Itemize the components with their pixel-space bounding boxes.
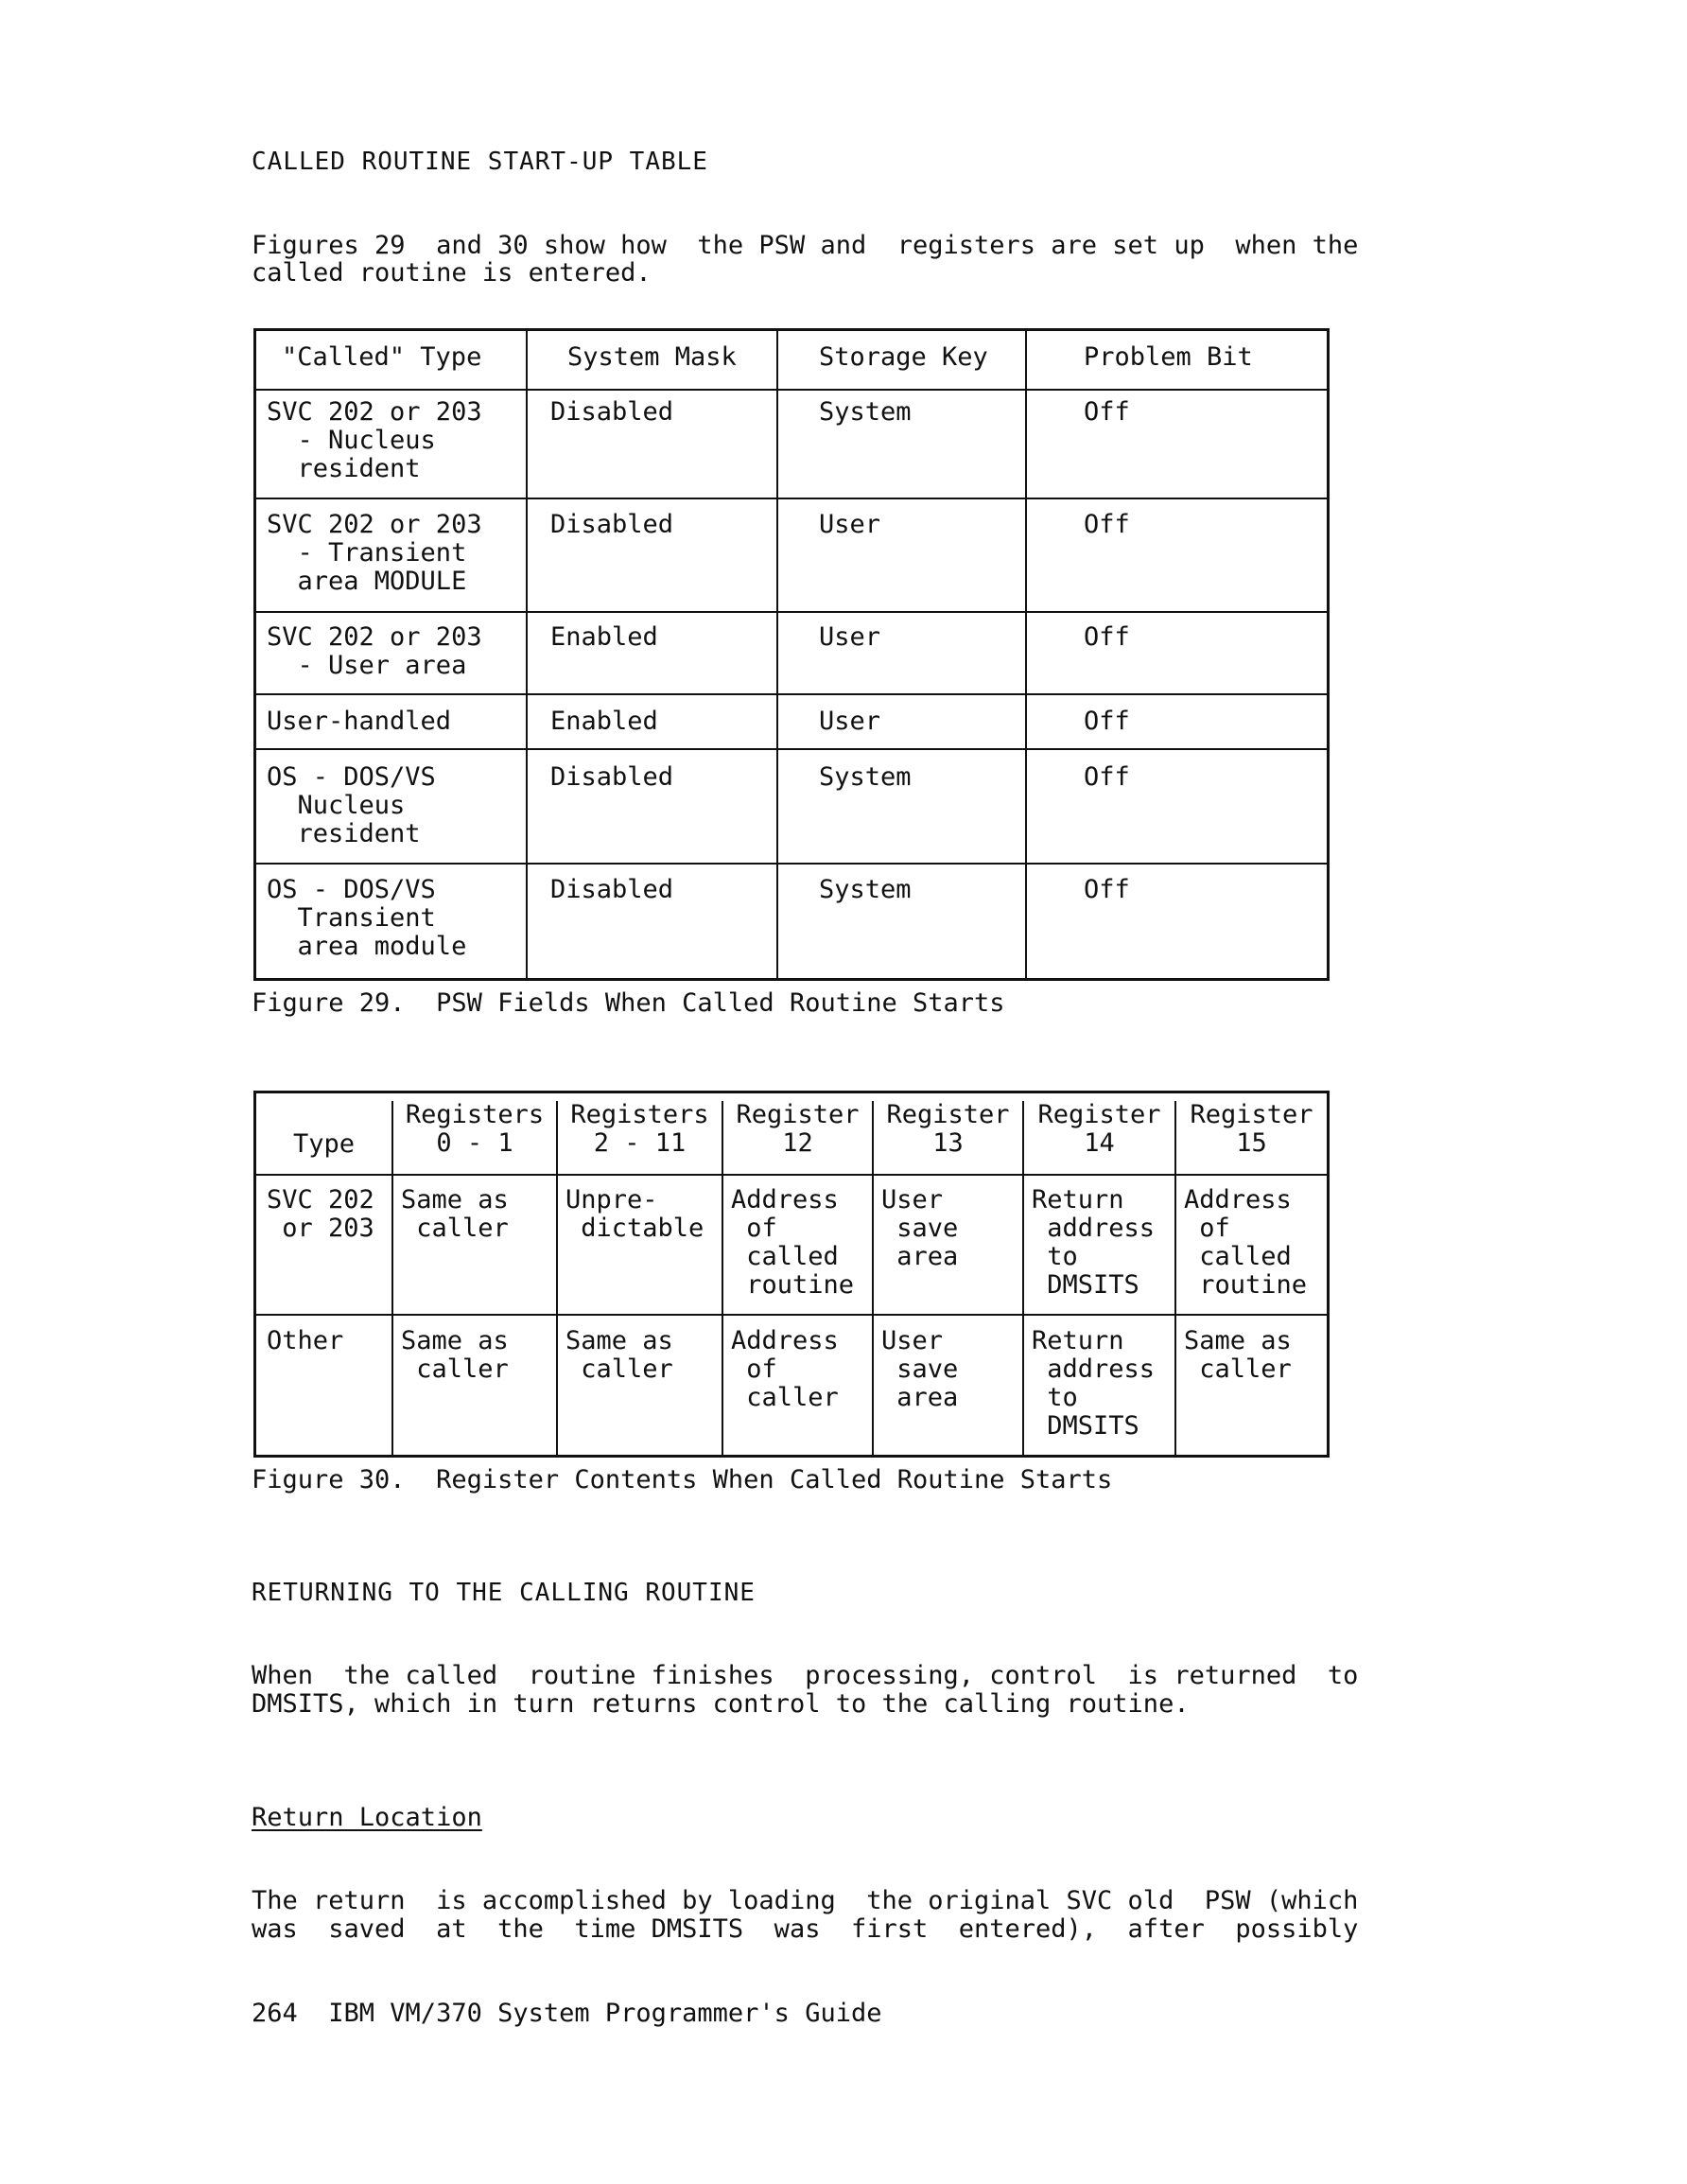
fig30-row2-register-15: Same as caller xyxy=(1184,1326,1292,1384)
fig29-row5-key: System xyxy=(819,762,912,792)
fig30-row1-register-12: Address of called routine xyxy=(731,1185,855,1300)
fig30-header-register-15: Register 15 xyxy=(1190,1100,1313,1158)
fig30-header-register-13: Register 13 xyxy=(886,1100,1010,1158)
section-heading-startup-table: CALLED ROUTINE START-UP TABLE xyxy=(252,148,708,176)
fig29-row1-type: SVC 202 or 203 - Nucleus resident xyxy=(267,397,482,483)
fig29-header-storage-key: Storage Key xyxy=(819,342,988,372)
return-location-paragraph-line1: The return is accomplished by loading the original SVC old PSW (which xyxy=(252,1886,1359,1915)
fig29-row4-bit: Off xyxy=(1084,707,1130,736)
fig29-row1-bit: Off xyxy=(1084,397,1130,427)
fig29-row4-type: User-handled xyxy=(267,707,452,736)
fig30-header-register-14: Register 14 xyxy=(1037,1100,1161,1158)
fig30-header-registers-2-11: Registers 2 - 11 xyxy=(570,1100,709,1158)
fig29-row1-mask: Disabled xyxy=(550,397,674,427)
fig29-row4-mask: Enabled xyxy=(550,707,658,736)
fig30-row2-registers-0-1: Same as caller xyxy=(401,1326,509,1384)
fig30-row2-register-12: Address of caller xyxy=(731,1326,839,1412)
section-heading-returning: RETURNING TO THE CALLING ROUTINE xyxy=(252,1579,756,1607)
fig30-row1-register-15: Address of called routine xyxy=(1184,1185,1308,1300)
fig29-row5-mask: Disabled xyxy=(550,762,674,792)
fig29-row2-type: SVC 202 or 203 - Transient area MODULE xyxy=(267,510,482,596)
fig29-row5-bit: Off xyxy=(1084,762,1130,792)
fig30-header-registers-0-1: Registers 0 - 1 xyxy=(405,1100,545,1158)
fig30-row1-registers-2-11: Unpre- dictable xyxy=(565,1185,704,1243)
fig29-row6-bit: Off xyxy=(1084,875,1130,904)
fig29-row6-mask: Disabled xyxy=(550,875,674,904)
fig30-row1-type: SVC 202 or 203 xyxy=(267,1185,374,1243)
fig30-row1-register-14: Return address to DMSITS xyxy=(1032,1185,1156,1300)
fig29-header-called-type: "Called" Type xyxy=(282,342,482,372)
fig29-row6-key: System xyxy=(819,875,912,904)
fig30-row1-register-13: User save area xyxy=(881,1185,959,1271)
fig30-row2-type: Other xyxy=(267,1326,344,1355)
fig29-row1-key: System xyxy=(819,397,912,427)
fig29-header-system-mask: System Mask xyxy=(567,342,737,372)
fig29-row4-key: User xyxy=(819,707,881,736)
fig30-row2-registers-2-11: Same as caller xyxy=(565,1326,673,1384)
fig29-header-problem-bit: Problem Bit xyxy=(1084,342,1253,372)
returning-paragraph-line2: DMSITS, which in turn returns control to the calling routine. xyxy=(252,1689,1190,1719)
section-heading-return-location: Return Location xyxy=(252,1803,482,1832)
page-footer: 264 IBM VM/370 System Programmer's Guide xyxy=(252,1999,882,2028)
intro-paragraph-line1: Figures 29 and 30 show how the PSW and registers are set up when the xyxy=(252,231,1359,260)
fig29-row3-key: User xyxy=(819,622,881,652)
figure29-caption: Figure 29. PSW Fields When Called Routine Starts xyxy=(252,988,1005,1018)
fig29-row6-type: OS - DOS/VS Transient area module xyxy=(267,875,467,961)
fig30-row2-register-13: User save area xyxy=(881,1326,959,1412)
fig29-row3-bit: Off xyxy=(1084,622,1130,652)
fig30-header-register-12: Register 12 xyxy=(736,1100,860,1158)
fig29-row3-mask: Enabled xyxy=(550,622,658,652)
fig29-row3-type: SVC 202 or 203 - User area xyxy=(267,622,482,680)
returning-paragraph-line1: When the called routine finishes processing, control is returned to xyxy=(252,1661,1359,1690)
fig29-row2-key: User xyxy=(819,510,881,539)
fig30-header-type: Type xyxy=(292,1129,356,1159)
fig29-row5-type: OS - DOS/VS Nucleus resident xyxy=(267,762,436,848)
fig30-row2-register-14: Return address to DMSITS xyxy=(1032,1326,1156,1441)
figure30-caption: Figure 30. Register Contents When Called Routine Starts xyxy=(252,1465,1113,1494)
fig29-row2-bit: Off xyxy=(1084,510,1130,539)
fig30-row1-registers-0-1: Same as caller xyxy=(401,1185,509,1243)
fig29-row2-mask: Disabled xyxy=(550,510,674,539)
return-location-paragraph-line2: was saved at the time DMSITS was first entered), after possibly xyxy=(252,1914,1359,1944)
intro-paragraph-line2: called routine is entered. xyxy=(252,258,652,288)
